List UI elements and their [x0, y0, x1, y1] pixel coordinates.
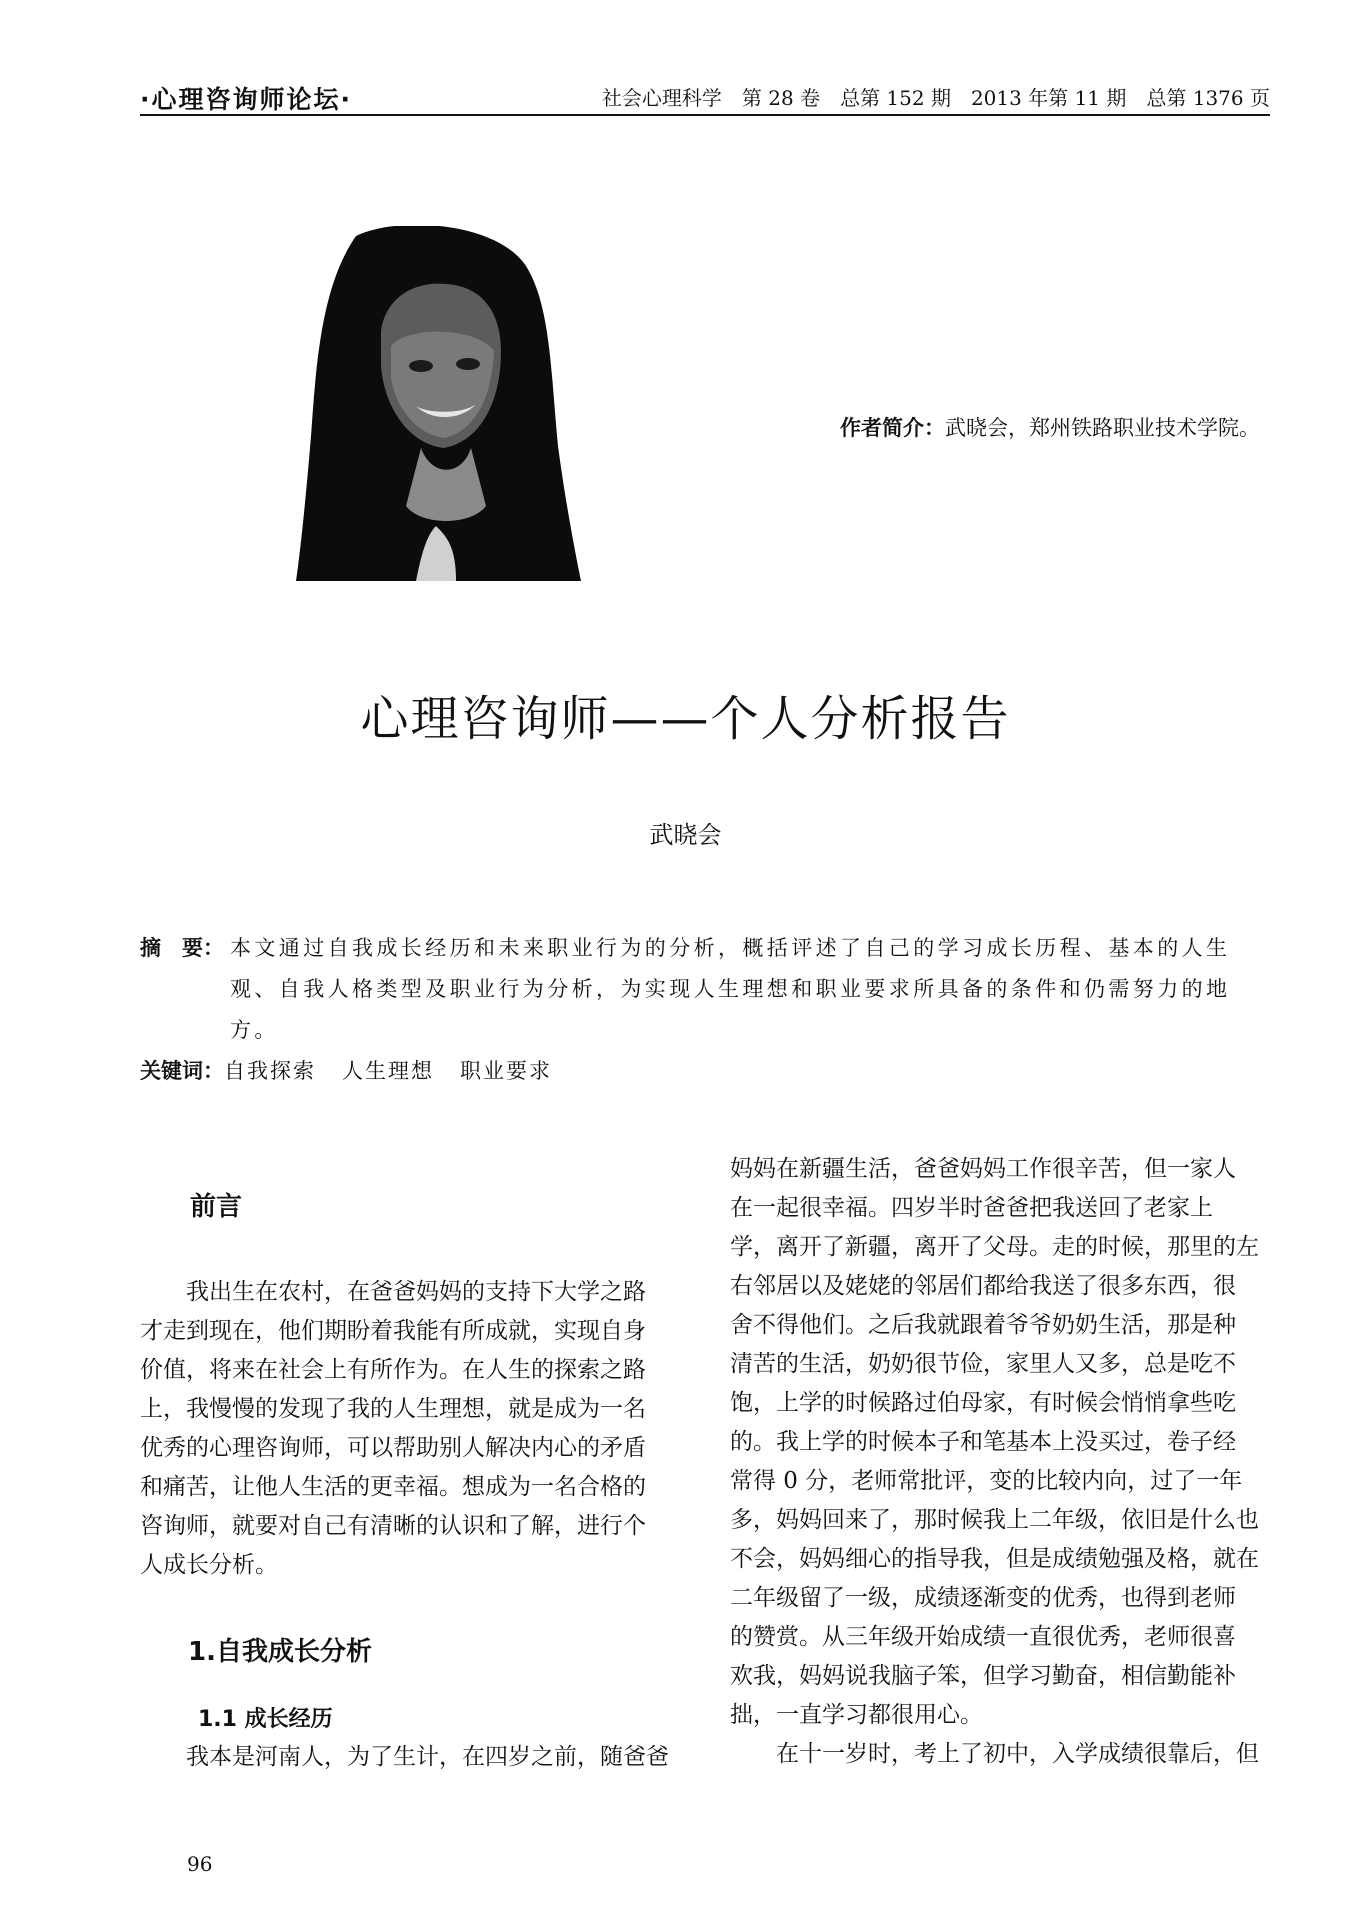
body-line: 拙，一直学习都很用心。: [730, 1702, 983, 1728]
abstract-block: [140, 928, 1280, 1092]
abstract-line: 方。: [230, 1018, 279, 1042]
article-author: 武晓会: [649, 821, 722, 849]
preface-heading: 前言: [190, 1192, 243, 1222]
author-portrait-image: [296, 226, 581, 581]
body-line: 不会，妈妈细心的指导我，但是成绩勉强及格，就在: [730, 1546, 1259, 1572]
abstract-body: [230, 928, 1280, 1051]
header-section-name: ·心理咨询师论坛·: [140, 85, 352, 114]
body-line: 饱，上学的时候路过伯母家，有时候会悄悄拿些吃: [730, 1390, 1236, 1416]
body-line: 咨询师，就要对自己有清晰的认识和了解，进行个: [140, 1513, 646, 1539]
running-header: [140, 80, 1270, 116]
abstract-line: 本文通过自我成长经历和未来职业行为的分析，概括评述了自己的学习成长历程、基本的人生: [230, 936, 1231, 960]
left-column: [140, 1188, 705, 1777]
abstract-line: 观、自我人格类型及职业行为分析，为实现人生理想和职业要求所具备的条件和仍需努力的地: [230, 977, 1231, 1001]
body-line: 和痛苦，让他人生活的更幸福。想成为一名合格的: [140, 1474, 646, 1500]
body-line: 在十一岁时，考上了初中，入学成绩很靠后，但: [776, 1741, 1259, 1767]
body-line: 在一起很幸福。四岁半时爸爸把我送回了老家上: [730, 1195, 1213, 1221]
body-line: 二年级留了一级，成绩逐渐变的优秀，也得到老师: [730, 1585, 1236, 1611]
body-line: 学，离开了新疆，离开了父母。走的时候，那里的左: [730, 1234, 1259, 1260]
author-note-label: 作者简介：: [840, 416, 945, 440]
keywords: [140, 1051, 1280, 1092]
body-line: 上，我慢慢的发现了我的人生理想，就是成为一名: [140, 1396, 646, 1422]
right-column: [730, 1150, 1288, 1774]
author-note: [840, 412, 1260, 442]
body-line: 多，妈妈回来了，那时候我上二年级，依旧是什么也: [730, 1507, 1259, 1533]
keyword-item: 人生理想: [342, 1059, 434, 1083]
body-line: 的。我上学的时候本子和笔基本上没买过，卷子经: [730, 1429, 1236, 1455]
header-journal-info: 社会心理科学 第 28 卷 总第 152 期 2013 年第 11 期 总第 1376 页: [601, 86, 1270, 110]
body-line: 常得 0 分，老师常批评，变的比较内向，过了一年: [730, 1468, 1243, 1494]
keyword-item: 职业要求: [460, 1059, 552, 1083]
body-line: 舍不得他们。之后我就跟着爷爷奶奶生活，那是种: [730, 1312, 1236, 1338]
body-line: 妈妈在新疆生活，爸爸妈妈工作很辛苦，但一家人: [730, 1156, 1236, 1182]
body-line: 清苦的生活，奶奶很节俭，家里人又多，总是吃不: [730, 1351, 1236, 1377]
abstract: [140, 928, 1280, 1051]
keyword-item: 自我探索: [224, 1059, 316, 1083]
body-line: 人成长分析。: [140, 1552, 278, 1578]
body-line: 的赞赏。从三年级开始成绩一直很优秀，老师很喜: [730, 1624, 1236, 1650]
author-note-text: 武晓会，郑州铁路职业技术学院。: [945, 416, 1260, 440]
section-1-1-heading: 1.1 成长经历: [198, 1707, 333, 1732]
keywords-label: 关键词：: [140, 1059, 224, 1083]
body-line: 优秀的心理咨询师，可以帮助别人解决内心的矛盾: [140, 1435, 646, 1461]
page-number: 96: [187, 1852, 213, 1876]
section-1-heading: 1.自我成长分析: [188, 1637, 372, 1667]
body-line: 我出生在农村，在爸爸妈妈的支持下大学之路: [186, 1279, 646, 1305]
body-line: 欢我，妈妈说我脑子笨，但学习勤奋，相信勤能补: [730, 1663, 1236, 1689]
body-line: 右邻居以及姥姥的邻居们都给我送了很多东西，很: [730, 1273, 1236, 1299]
abstract-label: 摘 要：: [140, 936, 224, 960]
body-line: 才走到现在，他们期盼着我能有所成就，实现自身: [140, 1318, 646, 1344]
article-title: 心理咨询师——个人分析报告: [360, 691, 1011, 747]
author-photo: [296, 226, 581, 581]
body-line: 我本是河南人，为了生计，在四岁之前，随爸爸: [186, 1744, 669, 1770]
body-line: 价值，将来在社会上有所作为。在人生的探索之路: [140, 1357, 646, 1383]
